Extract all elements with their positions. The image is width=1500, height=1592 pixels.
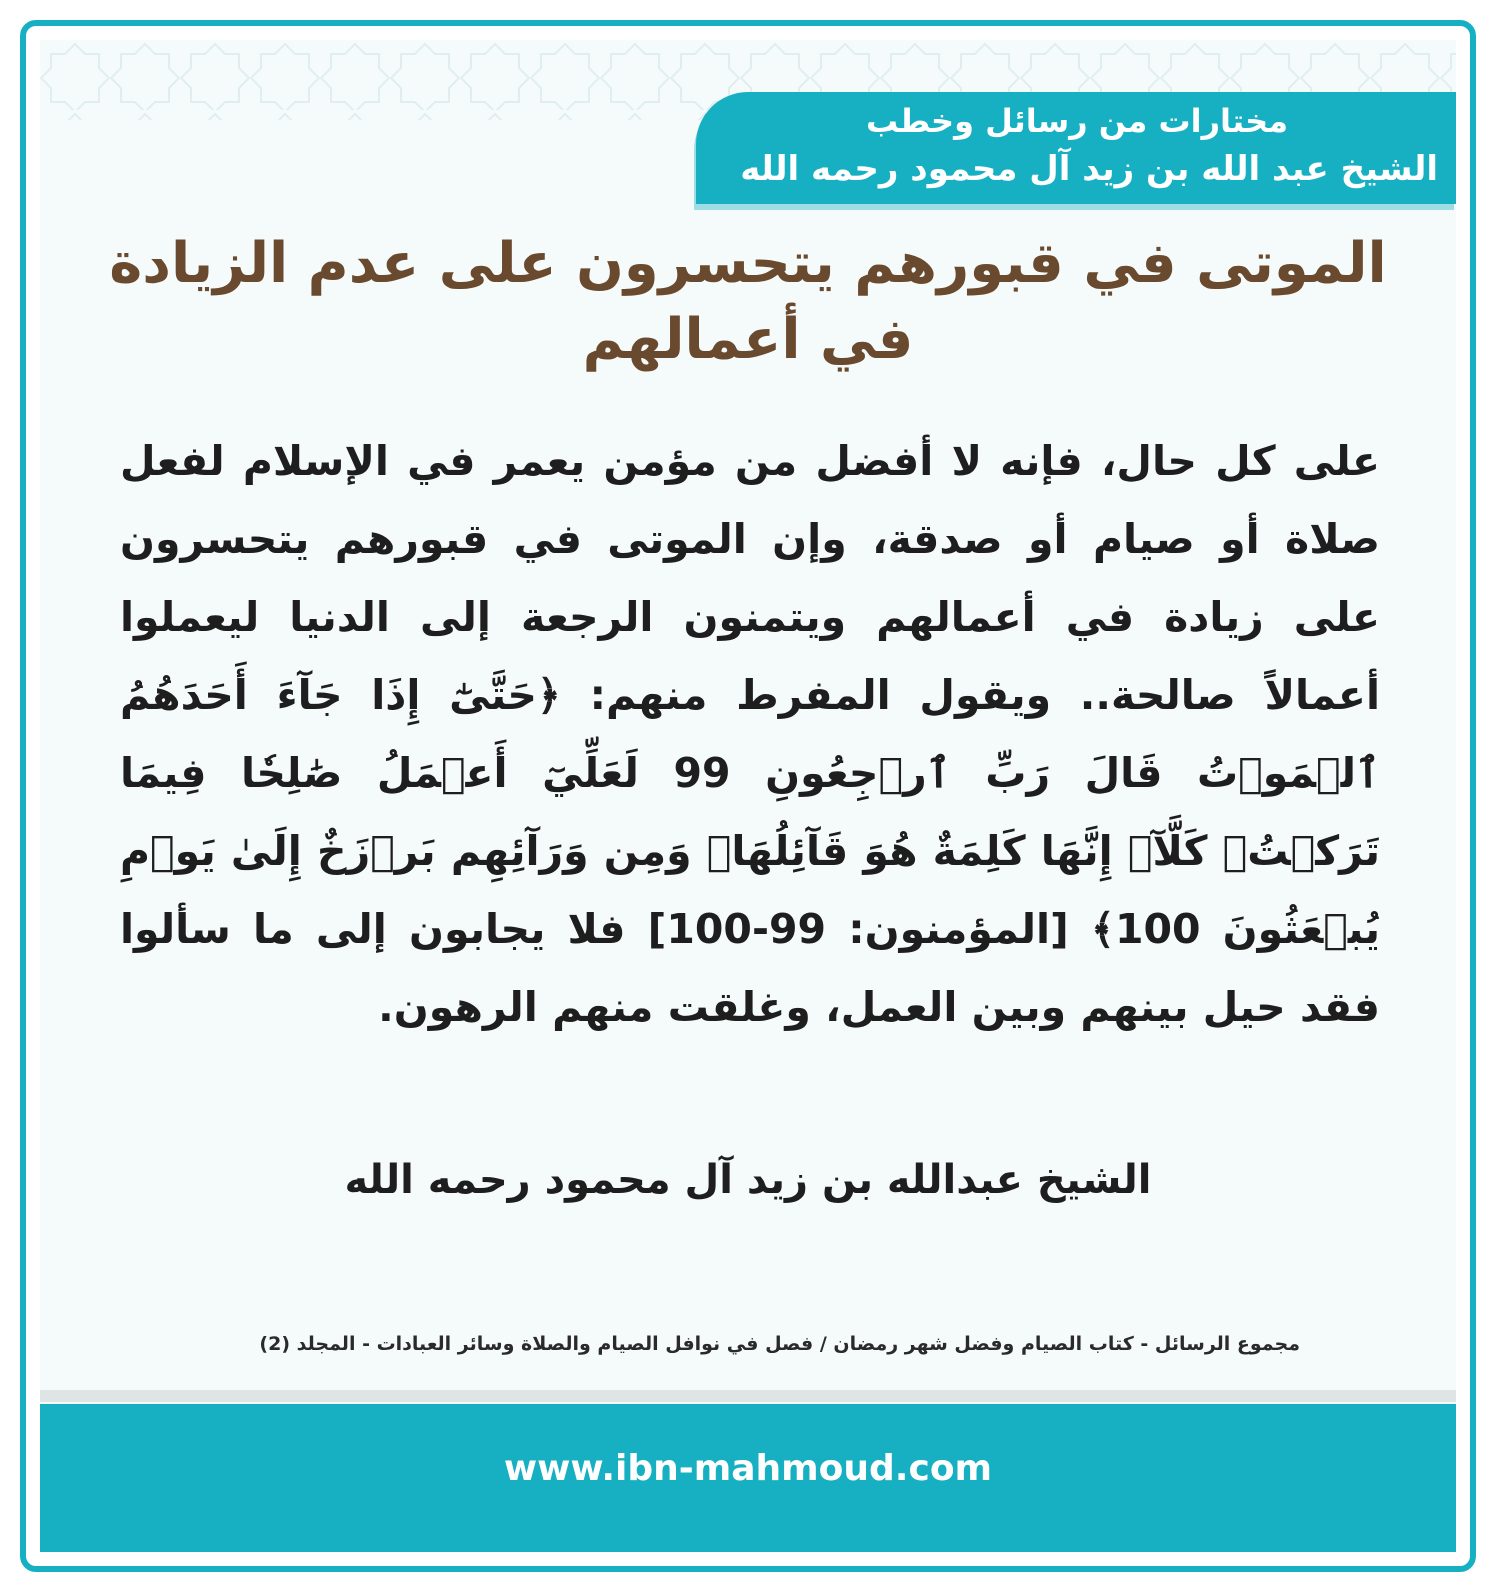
- page-title: الموتى في قبورهم يتحسرون على عدم الزيادة في أعمالهم: [109, 231, 1387, 372]
- signature: الشيخ عبدالله بن زيد آل محمود رحمه الله: [344, 1157, 1152, 1203]
- header-subtitle: مختارات من رسائل وخطب: [865, 102, 1288, 140]
- footer-banner: [40, 1404, 1456, 1552]
- divider: [40, 1390, 1456, 1402]
- header-banner: [696, 92, 1456, 204]
- card: [40, 40, 1456, 1552]
- body-text: على كل حال، فإنه لا أفضل من مؤمن يعمر في الإسلام لفعل صلاة أو صيام أو صدقة، وإن الموتى في قبورهم يتحسرون على زيادة في أعمالهم ويتمنون الرجعة إلى الدنيا ليعملوا أعمالاً صالحة.. ويقول المفرط منهم: ﴿حَتَّىٰٓ إِذَا جَآءَ أَحَدَهُمُ ٱلۡمَوۡتُ قَالَ رَبِّ ٱرۡجِعُونِ 99 لَعَلِّيٓ أَعۡمَلُ صَٰلِحٗا فِيمَا تَرَكۡتُۚ كَلَّآۚ إِنَّهَا كَلِمَةٌ هُوَ قَآئِلُهَاۖ وَمِن وَرَآئِهِم بَرۡزَخٌ إِلَىٰ يَوۡمِ يُبۡعَثُونَ 100﴾ [المؤمنون: 99-100] فلا يجابون إلى ما سألوا فقد حيل بينهم وبين العمل، وغلقت منهم الرهون.: [120, 437, 1380, 1031]
- header-author: الشيخ عبد الله بن زيد آل محمود رحمه الله: [740, 149, 1438, 189]
- source-citation: مجموع الرسائل - كتاب الصيام وفضل شهر رمضان / فصل في نوافل الصيام والصلاة وسائر العبادات - المجلد (2): [259, 1333, 1300, 1355]
- website-link[interactable]: www.ibn-mahmoud.com: [503, 1448, 993, 1489]
